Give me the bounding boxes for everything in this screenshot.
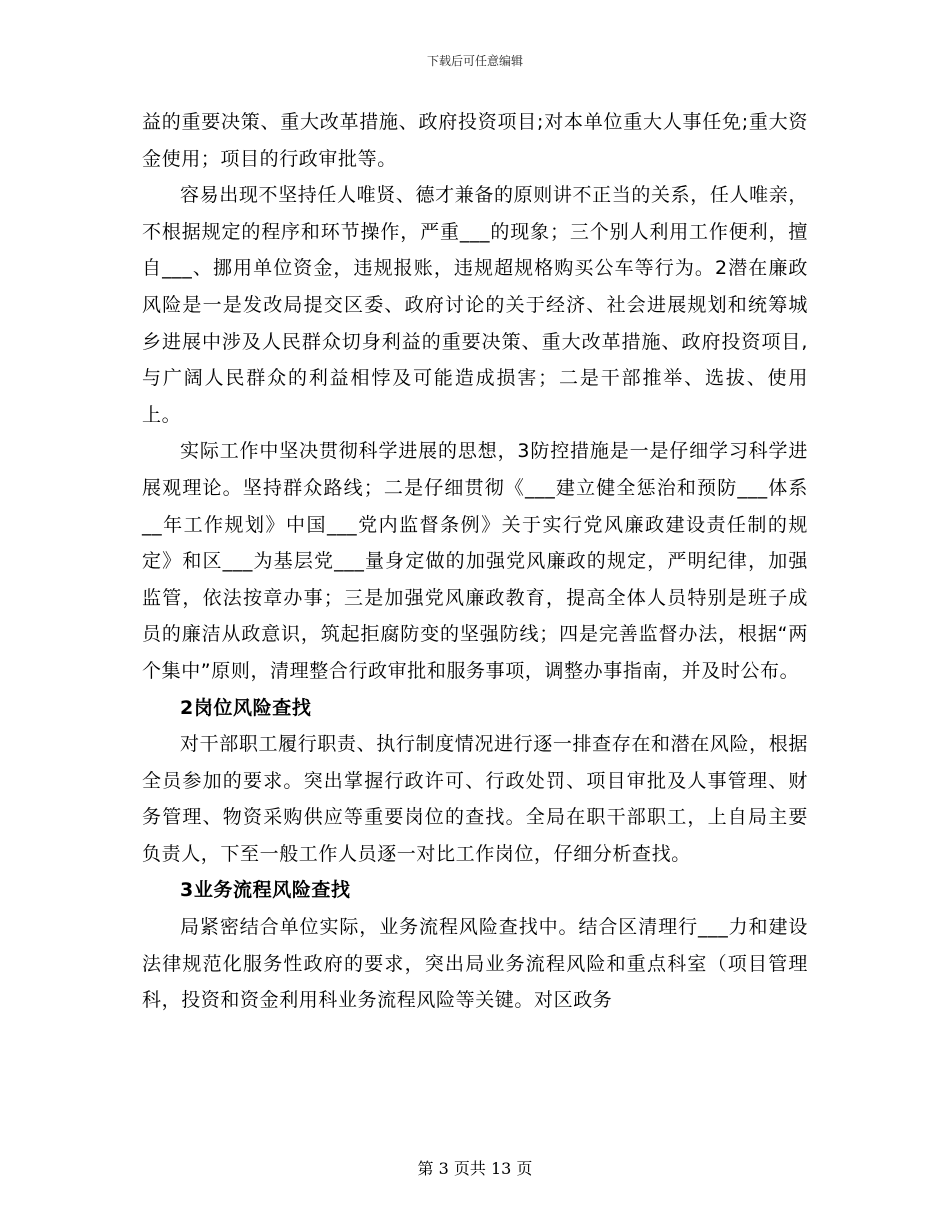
section-heading-post-risk: 2岗位风险查找 [180, 696, 312, 719]
section-heading-process-risk: 3业务流程风险查找 [180, 879, 351, 902]
paragraph-risk-description: 容易出现不坚持任人唯贤、德才兼备的原则讲不正当的关系，任人唯亲，不根据规定的程序和环节操作，严重___的现象；三个别人利用工作便利，擅自___、挪用单位资金，违规报账，违规超规格购买公车等行为。2潜在廉政风险是一是发改局提交区委、政府讨论的关于经济、社会进展规划和统筹城乡进展中涉及人民群众切身利益的重要决策、重大改革措施、政府投资项目,与广阔人民群众的利益相悖及可能造成损害；二是干部推举、选拔、使用上。 [142, 184, 808, 426]
paragraph-process-risk: 局紧密结合单位实际，业务流程风险查找中。结合区清理行___力和建设法律规范化服务性政府的要求，突出局业务流程风险和重点科室（项目管理科，投资和资金利用科业务流程风险等关键。对区政务 [142, 916, 808, 1012]
page-header: 下载后可任意编辑 [426, 54, 523, 68]
paragraph-control-measures: 实际工作中坚决贯彻科学进展的思想，3防控措施是一是仔细学习科学进展观理论。坚持群众路线；二是仔细贯彻《___建立健全惩治和预防___体系__年工作规划》中国___党内监督条例》关于实行党风廉政建设责任制的规定》和区___为基层党___量身定做的加强党风廉政的规定，严明纪律，加强监管，依法按章办事；三是加强党风廉政教育，提高全体人员特别是班子成员的廉洁从政意识，筑起拒腐防变的坚强防线；四是完善监督办法，根据“两个集中”原则，清理整合行政审批和服务事项，调整办事指南，并及时公布。 [142, 440, 808, 682]
document-body [142, 104, 808, 1019]
page-footer: 第 3 页共 13 页 [417, 1159, 533, 1178]
paragraph-continuation: 益的重要决策、重大改革措施、政府投资项目;对本单位重大人事任免;重大资金使用；项目的行政审批等。 [142, 111, 808, 170]
paragraph-post-risk: 对干部职工履行职责、执行制度情况进行逐一排查存在和潜在风险，根据全员参加的要求。突出掌握行政许可、行政处罚、项目审批及人事管理、财务管理、物资采购供应等重要岗位的查找。全局在职干部职工，上自局主要负责人，下至一般工作人员逐一对比工作岗位，仔细分析查找。 [142, 733, 808, 865]
